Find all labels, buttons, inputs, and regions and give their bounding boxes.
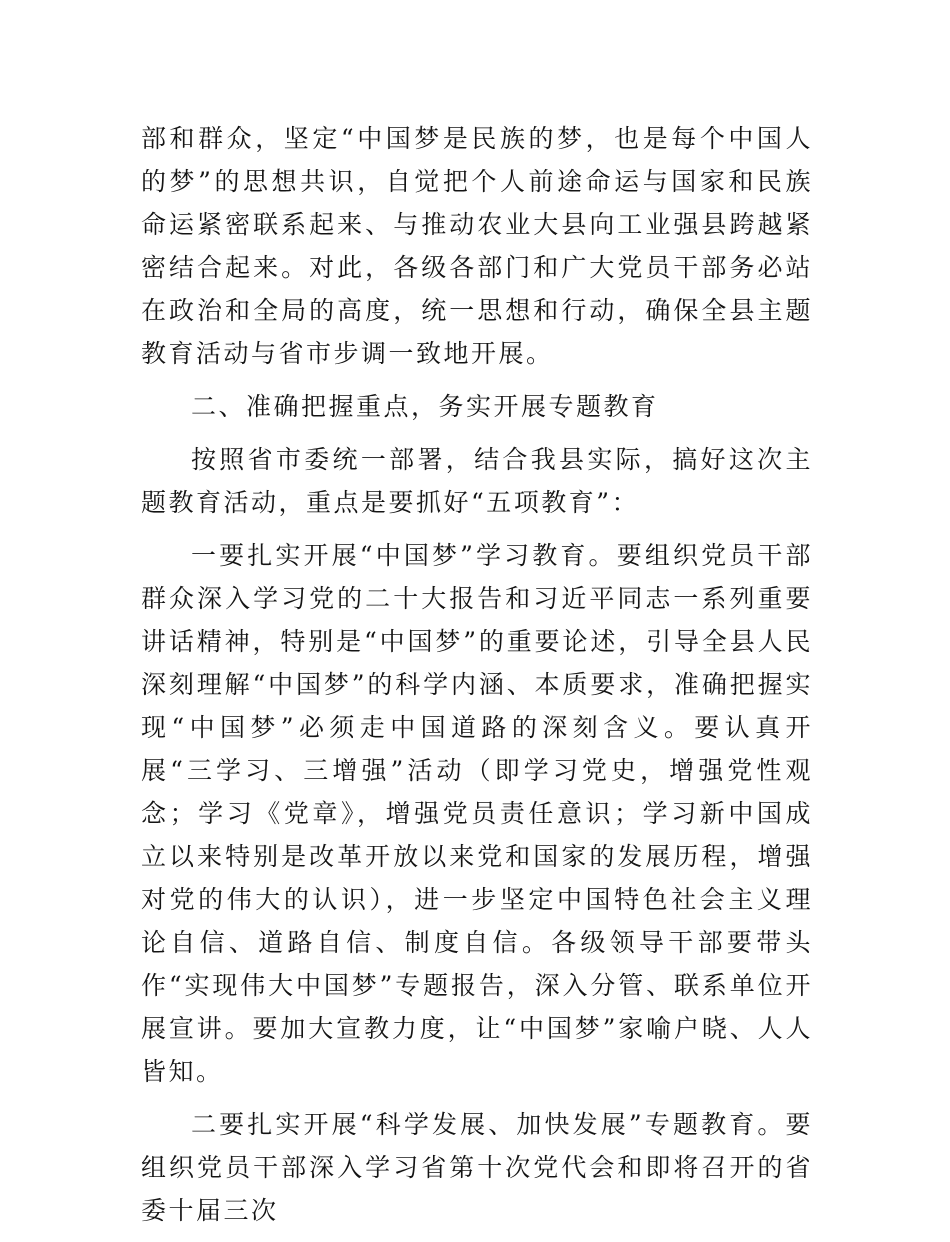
paragraph-item-1: 一要扎实开展“中国梦”学习教育。要组织党员干部群众深入学习党的二十大报告和习近平同志一系列重要讲话精神，特别是“中国梦”的重要论述，引导全县人民深刻理解“中国梦”的科学内涵、本质要求，准确把握实现“中国梦”必须走中国道路的深刻含义。要认真开展“三学习、三增强”活动（即学习党史，增强党性观念；学习《党章》，增强党员责任意识；学习新中国成立以来特别是改革开放以来党和国家的发展历程，增强对党的伟大的认识），进一步坚定中国特色社会主义理论自信、道路自信、制度自信。各级领导干部要带头作“实现伟大中国梦”专题报告，深入分管、联系单位开展宣讲。要加大宣教力度，让“中国梦”家喻户晓、人人皆知。 bbox=[141, 541, 813, 1086]
paragraph-item-2: 二要扎实开展“科学发展、加快发展”专题教育。要组织党员干部深入学习省第十次党代会和即将召开的省委十届三次 bbox=[141, 1110, 813, 1225]
paragraph-continuation: 部和群众，坚定“中国梦是民族的梦，也是每个中国人的梦”的思想共识，自觉把个人前途命运与国家和民族命运紧密联系起来、与推动农业大县向工业强县跨越紧密结合起来。对此，各级各部门和广大党员干部务必站在政治和全局的高度，统一思想和行动，确保全县主题教育活动与省市步调一致地开展。 bbox=[141, 124, 813, 368]
section-heading: 二、准确把握重点，务实开展专题教育 bbox=[191, 392, 659, 421]
document-page bbox=[141, 117, 813, 1242]
paragraph-intro: 按照省市委统一部署，结合我县实际，搞好这次主题教育活动，重点是要抓好“五项教育”： bbox=[141, 445, 813, 517]
